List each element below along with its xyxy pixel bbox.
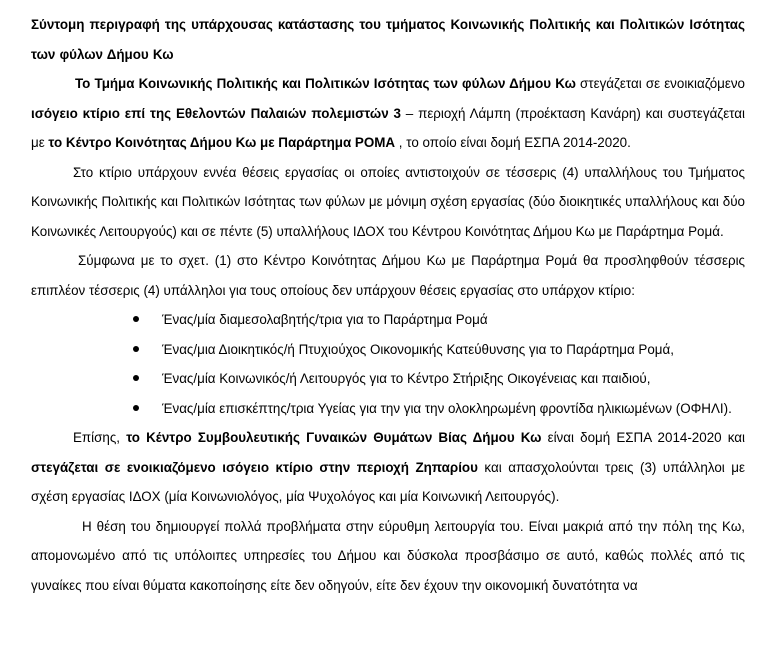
paragraph-department-location	[31, 69, 745, 158]
department-name: Το Τμήμα Κοινωνικής Πολιτικής και Πολιτικών Ισότητας των φύλων Δήμου Κω	[75, 76, 576, 91]
paragraph-new-hires: Σύμφωνα με το σχετ. (1) στο Κέντρο Κοινότητας Δήμου Κω με Παράρτημα Ρομά θα προσληφθούν τέσσερις επιπλέον τέσσερις (4) υπάλληλοι για τους οποίους δεν υπάρχουν θέσεις εργασίας στο υπάρχον κτίριο:	[31, 253, 745, 298]
list-item-text: Ένας/μία επισκέπτης/τρια Υγείας για την για την ολοκληρωμένη φροντίδα ηλικιωμένων (ΟΦΗΛΙ).	[162, 400, 732, 416]
text-span: στεγάζεται σε ενοικιαζόμενο	[575, 76, 745, 91]
paragraph-counseling-center	[31, 423, 745, 512]
counseling-center-name: το Κέντρο Συμβουλευτικής Γυναικών Θυμάτων Βίας Δήμου Κω	[126, 430, 542, 445]
text-span: – περιοχή Λάμπη (προέκταση Κανάρη) και συστεγάζεται με	[31, 105, 745, 150]
list-item-text: Ένας/μία διαμεσολαβητής/τρια για το Παράρτημα Ρομά	[162, 312, 488, 327]
bullet-icon	[133, 346, 139, 352]
list-item	[133, 305, 745, 335]
paragraph-location-problems: Η θέση του δημιουργεί πολλά προβλήματα στην εύρυθμη λειτουργία του. Είναι μακριά από την πόλη της Κω, απομονωμένο από τις υπόλοιπες υπηρεσίες του Δήμου και δύσκολα προσβάσιμο σε αυτό, καθώς πολλές από τις γυναίκες που είναι θύματα κακοποίησης είτε δεν οδηγούν, είτε δεν έχουν την οικονομική δυνατότητα να	[31, 518, 745, 593]
list-item	[133, 394, 745, 424]
list-item	[133, 335, 745, 365]
list-item-text: Ένας/μία Κοινωνικός/ή Λειτουργός για το Κέντρο Στήριξης Οικογένειας και παιδιού,	[162, 371, 651, 386]
paragraph-workstations: Στο κτίριο υπάρχουν εννέα θέσεις εργασίας οι οποίες αντιστοιχούν σε τέσσερις (4) υπαλλήλους του Τμήματος Κοινωνικής Πολιτικής και Πολιτικών Ισότητας των φύλων με μόνιμη σχέση εργασίας (δύο διοικητικές υπαλλήλους και δύο Κοινωνικές Λειτουργούς) και σε πέντε (5) υπαλλήλους ΙΔΟΧ του Κέντρου Κοινότητας Δήμου Κω με Παράρτημα Ρομά.	[31, 164, 745, 239]
counseling-center-location: στεγάζεται σε ενοικιαζόμενο ισόγειο κτίριο στην περιοχή Ζηπαρίου	[31, 459, 478, 475]
text-span: και απασχολούνται τρεις (3) υπάλληλοι με σχέση εργασίας ΙΔΟΧ (μία Κοινωνιολόγος, μία Ψυχολόγος και μία Κοινωνική Λειτουργός).	[31, 459, 745, 504]
text-span: Επίσης,	[73, 430, 127, 445]
text-span: , το οποίο είναι δομή ΕΣΠΑ 2014-2020.	[395, 135, 631, 150]
bullet-icon	[133, 316, 139, 322]
text-span: είναι δομή ΕΣΠΑ 2014-2020 και	[541, 430, 745, 445]
building-address: ισόγειο κτίριο επί της Εθελοντών Παλαιών πολεμιστών 3	[31, 105, 401, 121]
new-hires-list	[31, 305, 745, 423]
list-item	[133, 364, 745, 394]
bullet-icon	[133, 375, 139, 381]
list-item-text: Ένας/μια Διοικητικός/ή Πτυχιούχος Οικονομικής Κατεύθυνσης για το Παράρτημα Ρομά,	[162, 341, 674, 357]
community-center-name: το Κέντρο Κοινότητας Δήμου Κω με Παράρτημα ΡΟΜΑ	[48, 135, 396, 150]
bullet-icon	[133, 405, 139, 411]
section-heading: Σύντομη περιγραφή της υπάρχουσας κατάστασης του τμήματος Κοινωνικής Πολιτικής και Πολιτικών Ισότητας των φύλων Δήμου Κω	[31, 17, 745, 62]
